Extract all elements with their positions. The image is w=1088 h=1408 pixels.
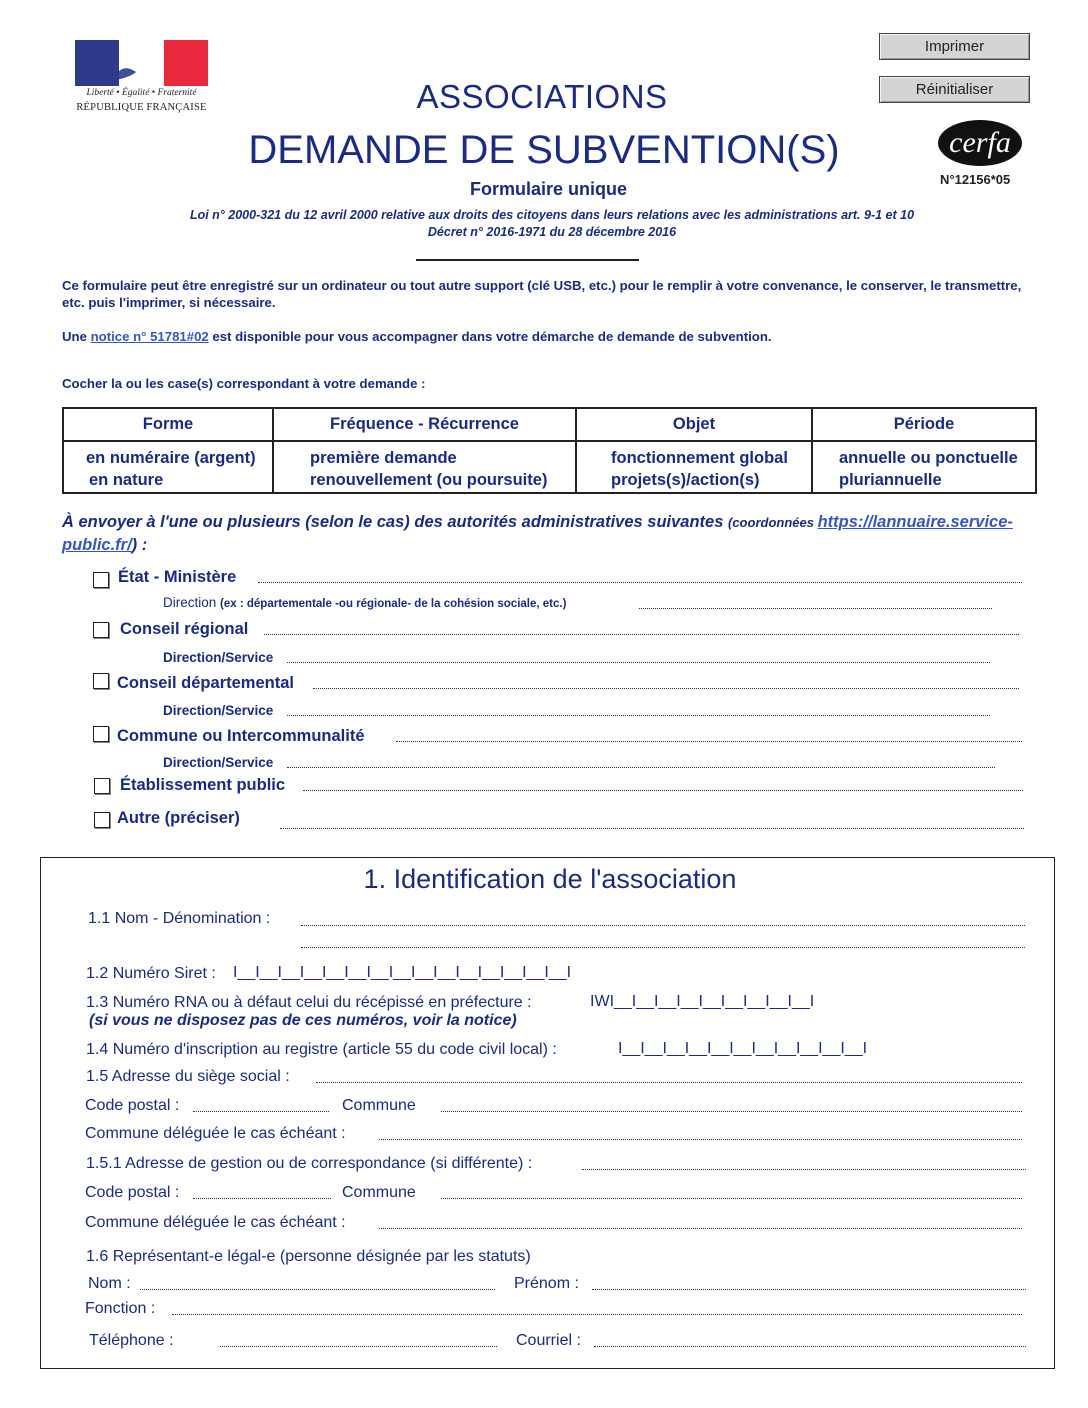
law-reference: Loi n° 2000-321 du 12 avril 2000 relative aux droits des citoyens dans leurs relations avec les administrations art. 9-1 et 10 Décret n° 2016-1971 du 28 décembre 2016 (189, 208, 915, 239)
option-annuelle[interactable]: annuelle ou ponctuelle (839, 449, 1018, 467)
label-fonction: Fonction : (85, 1300, 156, 1317)
option-nature[interactable]: en nature (89, 471, 164, 489)
field-commune-siege[interactable] (441, 1111, 1022, 1112)
label-etat: État - Ministère (118, 568, 237, 586)
checkbox-dept[interactable] (93, 673, 109, 689)
cerfa-logo: cerfa (938, 120, 1022, 166)
label-telephone: Téléphone : (89, 1332, 174, 1349)
label-code-postal-2: Code postal : (85, 1184, 180, 1201)
option-fonctionnement[interactable]: fonctionnement global (611, 449, 788, 467)
field-region-service[interactable] (287, 662, 990, 663)
notice-link[interactable]: notice n° 51781#02 (90, 329, 209, 344)
intro-paragraph: Ce formulaire peut être enregistré sur un ordinateur ou tout autre support (clé USB, etc.) pour le remplir à votre convenance, le conserver, le transmettre, etc. puis l'imprimer, si nécessaire. (62, 278, 1022, 310)
label-adresse-siege: 1.5 Adresse du siège social : (86, 1068, 290, 1085)
field-etab[interactable] (303, 790, 1023, 791)
notice-paragraph: Une notice n° 51781#02 est disponible pour vous accompagner dans votre démarche de demande de subvention. (62, 329, 772, 344)
field-dept-service[interactable] (287, 715, 990, 716)
label-code-postal: Code postal : (85, 1097, 180, 1114)
print-button[interactable]: Imprimer (879, 33, 1030, 60)
cerfa-number: N°12156*05 (940, 172, 1011, 187)
field-telephone[interactable] (220, 1346, 497, 1347)
label-courriel: Courriel : (516, 1332, 581, 1349)
option-projets[interactable]: projets(s)/action(s) (611, 471, 760, 489)
title-demande: DEMANDE DE SUBVENTION(S) (248, 128, 840, 172)
header-forme: Forme (63, 408, 273, 441)
field-etat[interactable] (258, 582, 1022, 583)
field-rna[interactable]: IWI__I__I__I__I__I__I__I__I__I (590, 993, 815, 1010)
field-courriel[interactable] (594, 1346, 1026, 1347)
field-region[interactable] (264, 634, 1019, 635)
option-pluriannuelle[interactable]: pluriannuelle (839, 471, 942, 489)
send-instruction: À envoyer à l'une ou plusieurs (selon le cas) des autorités administratives suivantes (coordonnées https://lannuaire.service-public.fr/) : (62, 513, 1013, 554)
field-commune-deleguee[interactable] (379, 1139, 1022, 1140)
section-title: 1. Identification de l'association (363, 864, 737, 894)
label-representant: 1.6 Représentant-e légal-e (personne désignée par les statuts) (86, 1248, 531, 1265)
label-prenom: Prénom : (514, 1275, 579, 1292)
field-registre[interactable]: I__I__I__I__I__I__I__I__I__I__I__I (618, 1040, 868, 1057)
logo-motto: Liberté • Égalité • Fraternité (86, 88, 197, 98)
check-instruction: Cocher la ou les case(s) correspondant à votre demande : (62, 376, 426, 391)
label-dept: Conseil départemental (117, 674, 294, 692)
field-commune-gestion[interactable] (441, 1198, 1022, 1199)
field-adresse-gestion[interactable] (582, 1169, 1026, 1170)
field-commune-deleguee-2[interactable] (379, 1228, 1022, 1229)
field-nom-2[interactable] (301, 947, 1025, 948)
label-dept-service: Direction/Service (163, 703, 274, 718)
label-region: Conseil régional (120, 620, 249, 638)
field-nom[interactable] (140, 1289, 495, 1290)
header-divider (416, 259, 639, 261)
reset-button[interactable]: Réinitialiser (879, 76, 1030, 103)
option-premiere-demande[interactable]: première demande (310, 449, 457, 467)
title-associations: ASSOCIATIONS (416, 78, 668, 115)
field-siret[interactable]: I__I__I__I__I__I__I__I__I__I__I__I__I__I__I__I (233, 964, 572, 981)
option-numeraire[interactable]: en numéraire (argent) (86, 449, 256, 467)
checkbox-region[interactable] (93, 622, 109, 638)
subtitle: Formulaire unique (469, 179, 628, 199)
field-dept[interactable] (313, 688, 1019, 689)
label-commune-deleguee: Commune déléguée le cas échéant : (85, 1125, 346, 1142)
checkbox-autre[interactable] (94, 812, 110, 828)
label-commune-service: Direction/Service (163, 755, 274, 770)
label-etat-direction: Direction (ex : départementale -ou régionale- de la cohésion sociale, etc.) (163, 595, 567, 610)
option-renouvellement[interactable]: renouvellement (ou poursuite) (310, 471, 548, 489)
annuaire-link[interactable]: https://lannuaire.service-public.fr/ (62, 513, 1013, 554)
field-adresse-siege[interactable] (316, 1082, 1022, 1083)
field-autre[interactable] (280, 828, 1024, 829)
label-region-service: Direction/Service (163, 650, 274, 665)
field-prenom[interactable] (592, 1289, 1026, 1290)
header-frequence: Fréquence - Récurrence (273, 408, 576, 441)
checkbox-etat[interactable] (93, 572, 109, 588)
rna-hint: (si vous ne disposez pas de ces numéros, voir la notice) (89, 1012, 517, 1029)
field-commune-service[interactable] (287, 767, 995, 768)
label-commune: Commune (342, 1097, 416, 1114)
label-nom-denomination: 1.1 Nom - Dénomination : (88, 910, 271, 927)
field-etat-direction[interactable] (639, 608, 992, 609)
header-objet: Objet (576, 408, 812, 441)
label-commune-2: Commune (342, 1184, 416, 1201)
logo-republic: RÉPUBLIQUE FRANÇAISE (76, 102, 207, 113)
label-rna: 1.3 Numéro RNA ou à défaut celui du récépissé en préfecture : (86, 994, 532, 1011)
header-periode: Période (812, 408, 1036, 441)
label-nom: Nom : (88, 1275, 131, 1292)
field-nom-1[interactable] (301, 925, 1025, 926)
label-registre: 1.4 Numéro d'inscription au registre (article 55 du code civil local) : (86, 1041, 557, 1058)
label-etab: Établissement public (120, 776, 286, 794)
label-commune-deleguee-2: Commune déléguée le cas échéant : (85, 1214, 346, 1231)
checkbox-commune[interactable] (93, 726, 109, 742)
label-siret: 1.2 Numéro Siret : (86, 965, 216, 982)
field-commune[interactable] (396, 741, 1022, 742)
field-fonction[interactable] (172, 1314, 1022, 1315)
label-autre: Autre (préciser) (117, 809, 240, 827)
checkbox-etab[interactable] (94, 778, 110, 794)
field-code-postal-2[interactable] (193, 1198, 331, 1199)
field-code-postal[interactable] (193, 1111, 329, 1112)
label-commune: Commune ou Intercommunalité (117, 727, 365, 745)
label-adresse-gestion: 1.5.1 Adresse de gestion ou de correspondance (si différente) : (86, 1155, 533, 1172)
criteria-table (62, 407, 1037, 494)
